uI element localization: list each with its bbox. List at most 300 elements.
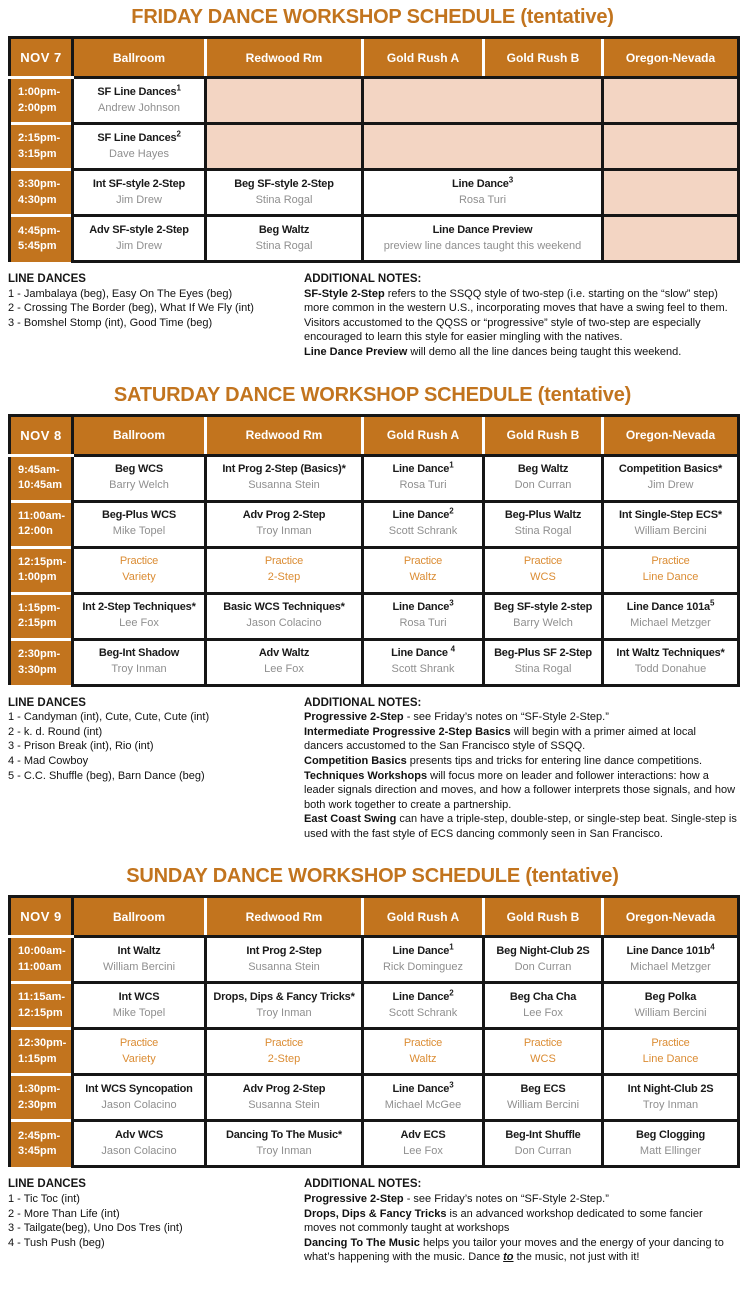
workshop-name: Practice	[403, 1037, 443, 1050]
day-title: SATURDAY DANCE WORKSHOP SCHEDULE (tentative)	[113, 383, 632, 406]
workshop-title	[209, 1083, 359, 1097]
day-title: SUNDAY DANCE WORKSHOP SCHEDULE (tentative)	[126, 865, 619, 888]
workshop-title	[209, 991, 359, 1005]
schedule-row	[10, 639, 739, 685]
workshop-title	[209, 1037, 359, 1051]
workshop-title	[366, 598, 480, 615]
workshop-title	[366, 175, 599, 192]
room-header: Gold Rush A	[363, 897, 484, 937]
workshop-cell	[363, 639, 484, 685]
workshop-title	[366, 1129, 480, 1143]
day-section-sunday	[8, 865, 737, 1265]
workshop-title	[209, 647, 359, 661]
note-paragraph	[304, 345, 737, 360]
note-text: refers to the SSQQ style of two-step (i.e. starting on the “slow” step) more common in the western U.S., incorporating moves that have a swing feel to them. Visitors accustomed to the QQSS or “progressive” style of two-step are especially encouraged to learn this style for easier mingling with the natives.	[304, 287, 728, 344]
workshop-cell	[484, 1075, 603, 1121]
date-header: NOV 8	[10, 415, 73, 455]
workshop-cell	[363, 937, 484, 983]
workshop-title	[606, 1129, 735, 1143]
schedule-row	[10, 216, 739, 262]
workshop-name: Beg SF-style 2-Step	[234, 177, 334, 190]
footnote-ref: 2	[449, 988, 454, 998]
note-paragraph	[304, 1192, 737, 1207]
time-cell	[10, 1121, 73, 1167]
room-header: Gold Rush A	[363, 38, 484, 78]
workshop-title	[76, 509, 202, 523]
note-paragraph	[304, 710, 737, 725]
schedule-table	[8, 895, 740, 1168]
instructor-name: Rosa Turi	[458, 193, 507, 206]
practice-type: WCS	[530, 571, 556, 584]
footnote-ref: 1	[449, 942, 454, 952]
room-header: Gold Rush B	[484, 415, 603, 455]
instructor-name: Jason Colacino	[101, 1098, 177, 1111]
schedule-row	[10, 78, 739, 124]
additional-notes-heading: ADDITIONAL NOTES:	[304, 696, 422, 709]
workshop-title	[366, 1080, 480, 1097]
schedule-row	[10, 501, 739, 547]
workshop-cell	[73, 639, 206, 685]
instructor-name: Lee Fox	[403, 1144, 443, 1157]
footnote-ref: 3	[449, 1080, 454, 1090]
instructor-name: Stina Rogal	[255, 193, 313, 206]
instructor-name: Barry Welch	[513, 617, 573, 630]
workshop-cell	[73, 593, 206, 639]
workshop-cell	[484, 455, 603, 501]
workshop-name: Line Dance	[392, 1083, 450, 1096]
additional-notes	[304, 1177, 737, 1265]
workshop-cell	[73, 124, 206, 170]
time-cell	[10, 78, 73, 124]
practice-type: Waltz	[409, 571, 437, 584]
workshop-title	[76, 647, 202, 661]
instructor-name: Susanna Stein	[248, 479, 320, 492]
workshop-title	[487, 509, 599, 523]
line-dances-list	[8, 272, 304, 360]
workshop-cell	[363, 501, 484, 547]
time-label: 9:45am-	[18, 463, 60, 476]
header-row	[10, 38, 739, 78]
workshop-cell	[73, 170, 206, 216]
workshop-cell	[206, 455, 363, 501]
workshop-cell	[603, 593, 739, 639]
note-lead: SF-Style 2-Step	[304, 287, 385, 300]
workshop-title	[76, 129, 202, 146]
footnote-ref: 5	[709, 598, 715, 608]
time-label: 1:15pm	[18, 1052, 57, 1065]
practice-type: Variety	[122, 1052, 156, 1065]
instructor-name: Rosa Turi	[399, 479, 447, 492]
workshop-title	[76, 463, 202, 477]
emphasized-word: to	[503, 1251, 514, 1264]
instructor-name: Todd Donahue	[634, 663, 707, 676]
workshop-cell	[73, 455, 206, 501]
workshop-cell	[73, 937, 206, 983]
workshop-name: Beg-Plus Waltz	[504, 509, 582, 522]
note-lead: Dancing To The Music	[304, 1236, 420, 1249]
workshop-title	[366, 555, 480, 569]
workshop-title	[76, 1129, 202, 1143]
workshop-name: Practice	[651, 555, 690, 568]
room-header: Oregon-Nevada	[603, 38, 739, 78]
workshop-title	[487, 1129, 599, 1143]
workshop-title	[76, 601, 202, 615]
note-lead: Progressive 2-Step	[304, 711, 404, 724]
workshop-title	[487, 991, 599, 1005]
note-paragraph	[304, 1236, 737, 1265]
time-cell	[10, 983, 73, 1029]
workshop-title	[209, 178, 359, 192]
time-label: 2:00pm	[18, 101, 57, 114]
workshop-title	[209, 945, 359, 959]
workshop-title	[76, 224, 202, 238]
workshop-name: Int WCS Syncopation	[85, 1083, 193, 1096]
workshop-name: Line Dance 101a	[626, 601, 710, 614]
time-cell	[10, 547, 73, 593]
note-text: the music, not just with it!	[513, 1251, 640, 1264]
room-header: Oregon-Nevada	[603, 415, 739, 455]
workshop-cell	[73, 1121, 206, 1167]
instructor-name: Mike Topel	[112, 1006, 166, 1019]
line-dance-item: 2 - Crossing The Border (beg), What If We Fly (int)	[8, 302, 254, 315]
footnote-ref: 4	[450, 644, 455, 654]
practice-type: WCS	[530, 1052, 556, 1065]
instructor-name: Andrew Johnson	[98, 101, 180, 114]
line-dance-item: 5 - C.C. Shuffle (beg), Barn Dance (beg)	[8, 769, 205, 782]
workshop-name: Beg-Int Shadow	[98, 647, 180, 660]
schedule-row	[10, 124, 739, 170]
note-paragraph	[304, 1207, 737, 1236]
workshop-name: Line Dance	[452, 177, 509, 190]
room-header: Redwood Rm	[206, 415, 363, 455]
instructor-name: Troy Inman	[642, 1098, 699, 1111]
note-text: will focus more on leader and follower interactions: how a leader signals direction and moves, and how a follower interprets those signals, and how both work together to create a partnership.	[304, 769, 736, 811]
workshop-title	[487, 601, 599, 615]
room-header: Gold Rush B	[484, 897, 603, 937]
instructor-name: Susanna Stein	[248, 1098, 320, 1111]
room-header: Gold Rush A	[363, 415, 484, 455]
workshop-title	[606, 1083, 735, 1097]
note-text: helps you tailor your moves and the energy of your dancing to what’s happening with the music. Dance	[304, 1236, 724, 1264]
workshop-cell	[363, 216, 603, 262]
additional-notes	[304, 272, 737, 360]
note-text: will demo all the line dances being taught this weekend.	[407, 346, 682, 358]
workshop-title	[366, 506, 480, 523]
practice-cell	[363, 1029, 484, 1075]
line-dance-item: 2 - k. d. Round (int)	[8, 725, 103, 738]
line-dances-list	[8, 696, 304, 842]
time-label: 1:30pm-	[18, 1083, 61, 1096]
workshop-cell	[603, 1075, 739, 1121]
practice-type: Waltz	[409, 1052, 437, 1065]
note-text: is an advanced workshop dedicated to some fancier moves not commonly taught at workshops	[304, 1207, 703, 1235]
line-dance-item: 4 - Mad Cowboy	[8, 755, 89, 767]
workshop-name: Practice	[651, 1037, 690, 1050]
workshop-title	[366, 988, 480, 1005]
time-label: 10:45am	[18, 479, 63, 492]
workshop-title	[76, 945, 202, 959]
workshop-title	[606, 598, 735, 615]
date-header: NOV 7	[10, 38, 73, 78]
line-dances-heading: LINE DANCES	[8, 273, 86, 285]
instructor-name: Matt Ellinger	[639, 1144, 702, 1157]
practice-type: 2-Step	[267, 571, 301, 584]
workshop-cell	[206, 937, 363, 983]
room-header: Redwood Rm	[206, 38, 363, 78]
workshop-title	[606, 555, 735, 569]
line-dance-item: 1 - Jambalaya (beg), Easy On The Eyes (beg)	[8, 287, 233, 300]
workshop-title	[366, 644, 480, 661]
schedule-row	[10, 593, 739, 639]
time-label: 1:15pm-	[18, 601, 61, 614]
instructor-name: Jim Drew	[116, 239, 162, 252]
line-dance-item: 3 - Bomshel Stomp (int), Good Time (beg)	[8, 316, 213, 329]
instructor-name: Jason Colacino	[246, 617, 322, 630]
time-label: 1:00pm-	[18, 86, 61, 99]
workshop-title	[487, 1083, 599, 1097]
schedule-row	[10, 1121, 739, 1167]
workshop-cell	[363, 1075, 484, 1121]
workshop-name: Beg Cha Cha	[509, 991, 577, 1004]
time-label: 4:45pm-	[18, 224, 61, 237]
note-lead: Drops, Dips & Fancy Tricks	[304, 1207, 447, 1220]
workshop-cell	[206, 501, 363, 547]
workshop-cell	[603, 455, 739, 501]
workshop-name: SF Line Dances	[97, 85, 177, 98]
room-header: Redwood Rm	[206, 897, 363, 937]
time-label: 2:30pm-	[18, 648, 61, 661]
workshop-name: Beg SF-style 2-step	[493, 601, 593, 614]
line-dances-heading: LINE DANCES	[8, 696, 86, 709]
schedule-row	[10, 1029, 739, 1075]
instructor-name: Troy Inman	[111, 663, 167, 676]
workshop-title	[606, 463, 735, 477]
workshop-name: Beg Waltz	[517, 463, 569, 476]
instructor-name: Rosa Turi	[399, 617, 447, 630]
workshop-name: Int Waltz Techniques*	[616, 647, 725, 660]
instructor-name: Troy Inman	[256, 1144, 312, 1157]
instructor-name: Troy Inman	[256, 525, 312, 538]
note-lead: Techniques Workshops	[304, 769, 428, 782]
instructor-name: William Bercini	[634, 525, 707, 538]
time-label: 3:15pm	[18, 147, 57, 160]
workshop-cell	[206, 593, 363, 639]
footnote-ref: 3	[449, 598, 454, 608]
room-header: Ballroom	[73, 38, 206, 78]
workshop-cell	[206, 1121, 363, 1167]
note-lead: Competition Basics	[304, 755, 407, 767]
instructor-name: preview line dances taught this weekend	[383, 239, 582, 252]
workshop-title	[209, 224, 359, 238]
practice-cell	[363, 547, 484, 593]
schedule-row	[10, 547, 739, 593]
workshop-name: Line Dance 101b	[626, 945, 711, 958]
instructor-name: Jim Drew	[116, 193, 162, 206]
time-label: 12:15pm-	[18, 555, 67, 568]
workshop-cell	[206, 983, 363, 1029]
note-lead: East Coast Swing	[304, 813, 397, 826]
workshop-name: Int Single-Step ECS*	[619, 509, 722, 522]
workshop-cell	[363, 1121, 484, 1167]
note-text: presents tips and tricks for entering line dance competitions.	[406, 755, 703, 767]
room-header: Ballroom	[73, 415, 206, 455]
workshop-name: Int 2-Step Techniques*	[82, 601, 196, 614]
instructor-name: Scott Schrank	[388, 525, 458, 538]
workshop-name: Practice	[264, 1037, 304, 1050]
workshop-name: Practice	[523, 555, 563, 568]
instructor-name: Jason Colacino	[101, 1144, 177, 1157]
workshop-title	[487, 647, 599, 661]
footnote-ref: 2	[176, 129, 181, 139]
workshop-title	[76, 991, 202, 1005]
workshop-name: Basic WCS Techniques*	[223, 601, 345, 614]
notes-section	[8, 272, 737, 360]
workshop-title	[487, 555, 599, 569]
time-label: 3:45pm	[18, 1145, 57, 1158]
footnote-ref: 1	[449, 460, 454, 470]
workshop-name: Beg-Plus WCS	[102, 509, 176, 522]
workshop-cell	[603, 501, 739, 547]
workshop-cell	[73, 216, 206, 262]
time-label: 3:30pm	[18, 663, 57, 676]
workshop-name: SF Line Dances	[97, 131, 177, 144]
line-dance-item: 4 - Tush Push (beg)	[8, 1236, 105, 1249]
workshop-name: Line Dance Preview	[432, 223, 533, 236]
note-lead: Line Dance Preview	[304, 346, 408, 358]
time-label: 2:30pm	[18, 1098, 57, 1111]
workshop-name: Line Dance	[392, 601, 450, 614]
workshop-cell	[363, 983, 484, 1029]
time-label: 3:30pm-	[18, 178, 61, 191]
date-header: NOV 9	[10, 897, 73, 937]
additional-notes	[304, 696, 737, 842]
time-label: 12:15pm	[18, 1006, 63, 1019]
empty-cell	[363, 78, 603, 124]
time-cell	[10, 1029, 73, 1075]
notes-section	[8, 696, 737, 842]
workshop-title	[606, 942, 735, 959]
workshop-name: Int WCS	[118, 991, 160, 1004]
time-cell	[10, 639, 73, 685]
workshop-name: Practice	[264, 555, 304, 568]
time-cell	[10, 455, 73, 501]
instructor-name: Michael Metzger	[630, 960, 711, 973]
footnote-ref: 4	[710, 942, 715, 952]
instructor-name: Don Curran	[514, 479, 572, 492]
instructor-name: Lee Fox	[264, 663, 304, 676]
note-text: will begin with a primer aimed at local dancers accustomed to the San Francisco style of SSQQ.	[304, 725, 696, 753]
workshop-title	[76, 1037, 202, 1051]
note-paragraph	[304, 725, 737, 754]
instructor-name: Jim Drew	[647, 479, 694, 492]
workshop-cell	[206, 1075, 363, 1121]
workshop-title	[209, 463, 359, 477]
practice-cell	[484, 547, 603, 593]
workshop-title	[209, 601, 359, 615]
workshop-title	[487, 463, 599, 477]
workshop-title	[606, 991, 735, 1005]
workshop-title	[209, 555, 359, 569]
additional-notes-heading: ADDITIONAL NOTES:	[304, 273, 422, 285]
workshop-name: Beg Waltz	[258, 223, 310, 236]
instructor-name: Scott Schrank	[388, 1006, 458, 1019]
time-cell	[10, 170, 73, 216]
workshop-name: Adv Prog 2-Step	[242, 509, 326, 522]
workshop-name: Adv ECS	[400, 1129, 446, 1142]
practice-cell	[73, 1029, 206, 1075]
schedule-table	[8, 414, 740, 687]
workshop-name: Beg-Plus SF 2-Step	[494, 647, 592, 660]
time-label: 10:00am-	[18, 945, 66, 958]
instructor-name: Dave Hayes	[109, 147, 169, 160]
workshop-cell	[603, 1121, 739, 1167]
empty-cell	[603, 78, 739, 124]
instructor-name: Don Curran	[514, 1144, 572, 1157]
workshop-name: Line Dance	[392, 463, 450, 476]
workshop-cell	[206, 170, 363, 216]
instructor-name: Troy Inman	[256, 1006, 312, 1019]
practice-cell	[73, 547, 206, 593]
footnote-ref: 3	[508, 175, 513, 185]
time-label: 11:15am-	[18, 991, 66, 1004]
workshop-title	[209, 509, 359, 523]
notes-section	[8, 1177, 737, 1265]
workshop-cell	[363, 170, 603, 216]
time-label: 2:45pm-	[18, 1129, 61, 1142]
line-dances-heading: LINE DANCES	[8, 1178, 86, 1191]
workshop-name: Practice	[119, 1037, 159, 1050]
note-text: - see Friday’s notes on “SF-Style 2-Step.”	[403, 711, 609, 724]
practice-cell	[206, 1029, 363, 1075]
workshop-title	[366, 224, 599, 238]
workshop-cell	[484, 639, 603, 685]
workshop-title	[487, 1037, 599, 1051]
instructor-name: William Bercini	[506, 1098, 580, 1111]
line-dance-item: 1 - Tic Toc (int)	[8, 1193, 80, 1206]
practice-cell	[603, 547, 739, 593]
workshop-cell	[206, 639, 363, 685]
schedule-row	[10, 455, 739, 501]
note-paragraph	[304, 287, 737, 345]
workshop-name: Beg Night-Club 2S	[496, 945, 590, 958]
footnote-ref: 2	[449, 506, 454, 516]
empty-cell	[363, 124, 603, 170]
workshop-title	[606, 647, 735, 661]
workshop-cell	[603, 937, 739, 983]
practice-cell	[603, 1029, 739, 1075]
workshop-cell	[603, 639, 739, 685]
workshop-name: Int SF-style 2-Step	[92, 177, 186, 190]
workshop-title	[366, 460, 480, 477]
workshop-name: Competition Basics*	[618, 463, 723, 476]
line-dance-item: 1 - Candyman (int), Cute, Cute, Cute (int)	[8, 711, 210, 724]
note-text: - see Friday’s notes on “SF-Style 2-Step.”	[403, 1193, 609, 1206]
workshop-title	[209, 1129, 359, 1143]
instructor-name: Barry Welch	[109, 479, 169, 492]
workshop-name: Drops, Dips & Fancy Tricks*	[213, 991, 355, 1004]
workshop-cell	[73, 501, 206, 547]
workshop-cell	[363, 593, 484, 639]
note-paragraph	[304, 769, 737, 813]
instructor-name: Stina Rogal	[514, 525, 572, 538]
workshop-name: Beg Polka	[644, 991, 697, 1004]
schedule-row	[10, 937, 739, 983]
time-cell	[10, 124, 73, 170]
time-label: 2:15pm-	[18, 132, 61, 145]
note-paragraph	[304, 754, 737, 769]
workshop-name: Adv SF-style 2-Step	[89, 223, 189, 236]
day-section-friday	[8, 6, 737, 360]
